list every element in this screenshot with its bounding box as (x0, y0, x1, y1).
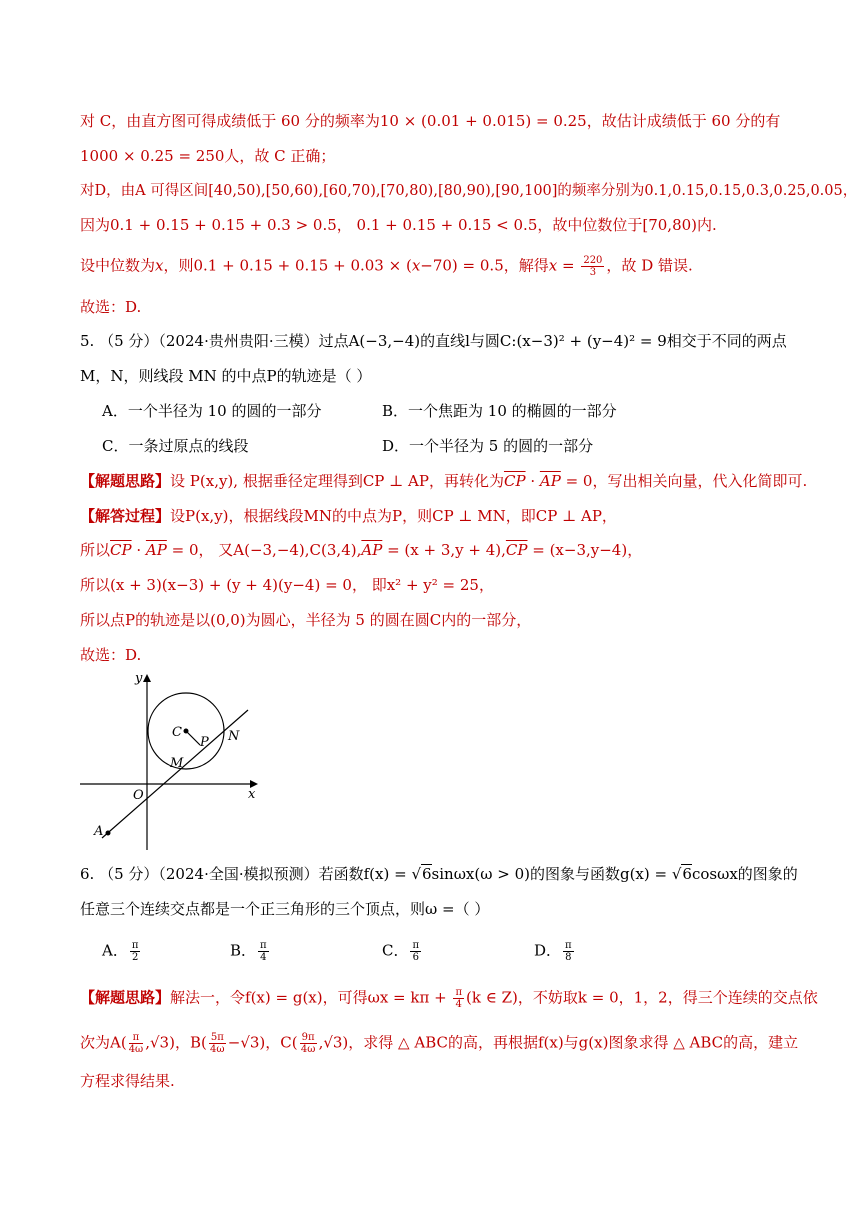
q5-option-c: C．一条过原点的线段 (102, 437, 249, 455)
process-label: 【解答过程】 (80, 507, 171, 525)
label-c: C (172, 725, 182, 740)
text-segment: 6. （5 分）（2024·全国·模拟预测）若函数f(x) = (80, 865, 412, 883)
y-axis-arrow (143, 674, 151, 682)
text-segment: 所以 (80, 541, 111, 559)
q5-process-line4: 所以点P的轨迹是以(0,0)为圆心，半径为 5 的圆在圆C内的一部分， (80, 611, 532, 629)
text-segment: −70) = 0.5，解得 (420, 256, 549, 275)
q5-option-d: D．一个半径为 5 的圆的一部分 (382, 437, 594, 455)
text-segment: 解法一，令f(x) = g(x)，可得ωx = kπ + (170, 988, 452, 1007)
text-segment: = 0， 又A(−3,−4),C(3,4), (166, 541, 362, 559)
q5-stem-line2: M，N，则线段 MN 的中点P的轨迹是（ ） (80, 367, 372, 385)
vector-cp: $\overline{CP}$ (505, 541, 528, 559)
text-segment: −√3)，C( (227, 1033, 298, 1052)
label-o: O (133, 788, 144, 803)
label-n: N (228, 729, 240, 744)
q5-option-a: A．一个半径为 10 的圆的一部分 (102, 402, 322, 420)
sqrt-radicand: 6 (422, 865, 432, 883)
q5-option-b: B．一个焦距为 10 的椭圆的一部分 (382, 402, 617, 420)
text-segment: = (x + 3,y + 4), (382, 541, 506, 559)
var-x: x (548, 256, 558, 275)
sol4-d-line3 (80, 255, 693, 278)
text-segment: = (x−3,y−4)， (527, 541, 643, 559)
text-segment: · (525, 472, 540, 490)
q6-idea-line3: 方程求得结果. (80, 1072, 175, 1090)
text-segment: cosωx的图象的 (691, 865, 798, 883)
fraction: $\frac{\pi}{8}$ (565, 940, 572, 963)
q6-option-a (102, 940, 142, 963)
q5-stem-line1: 5. （5 分）（2024·贵州贵阳·三模）过点A(−3,−4)的直线l与圆C:(x−3)² + (y−4)² = 9相交于不同的两点 (80, 332, 787, 350)
q6-option-b (230, 940, 271, 963)
fraction: $\frac{\pi}{4}$ (260, 940, 267, 963)
vector-cp: $\overline{CP}$ (503, 472, 526, 490)
point-c (184, 729, 189, 734)
text-segment: ，故 D 错误. (606, 256, 693, 275)
sol4-c-line1: 对 C，由直方图可得成绩低于 60 分的频率为10 × (0.01 + 0.015) = 0.25，故估计成绩低于 60 分的有 (80, 112, 781, 130)
fraction: $\frac{9\pi}{4\omega}$ (300, 1032, 316, 1055)
text-segment: (k ∈ Z)，不妨取k = 0，1，2，得三个连续的交点依 (466, 988, 818, 1007)
label-p: P (200, 735, 209, 750)
q6-stem-line1: 6. （5 分）（2024·全国·模拟预测）若函数f(x) = √6sinωx(ω > 0)的图象与函数g(x) = √6cosωx的图象的 (80, 865, 798, 883)
segment-cp (186, 731, 200, 745)
q6-stem-line2: 任意三个连续交点都是一个正三角形的三个顶点，则ω =（ ） (80, 900, 490, 918)
point-a (106, 831, 111, 836)
option-label: A． (102, 941, 128, 960)
label-a: A (94, 824, 104, 839)
text-segment: sinωx(ω > 0)的图象与函数g(x) = (431, 865, 672, 883)
fraction: $\frac{5\pi}{4\omega}$ (210, 1032, 225, 1055)
q5-answer: 故选：D. (80, 646, 142, 664)
idea-label: 【解题思路】 (80, 472, 171, 490)
option-label: B． (230, 941, 257, 960)
text-segment: 设 P(x,y), 根据垂径定理得到CP ⊥ AP，再转化为 (170, 472, 504, 490)
var-x: x (411, 256, 421, 275)
q5-figure (80, 668, 270, 853)
text-segment: · (131, 541, 146, 559)
sol4-c-line2: 1000 × 0.25 = 250人，故 C 正确； (80, 147, 336, 165)
q5-process-line3: 所以(x + 3)(x−3) + (y + 4)(y−4) = 0， 即x² + y² = 25， (80, 576, 494, 594)
sol4-d-line2: 因为0.1 + 0.15 + 0.15 + 0.3 > 0.5， 0.1 + 0.15 + 0.15 < 0.5，故中位数位于[70,80)内. (80, 216, 717, 234)
text-segment: 设中位数为 (80, 256, 156, 275)
q5-process (80, 506, 617, 526)
sol4-answer: 故选：D. (80, 298, 142, 316)
fraction: $\frac{220}{3}$ (583, 255, 603, 278)
vector-ap: $\overline{AP}$ (539, 472, 561, 490)
fraction: $\frac{\pi}{6}$ (412, 940, 420, 963)
label-m: M (170, 756, 184, 771)
sqrt-radicand: 6 (682, 865, 692, 883)
idea-label: 【解题思路】 (80, 988, 171, 1007)
label-x: x (248, 787, 256, 802)
vector-ap: $\overline{AP}$ (361, 541, 383, 559)
text-segment: = 0，写出相关向量，代入化简即可. (560, 472, 808, 490)
text-segment: = (557, 256, 580, 275)
fraction: $\frac{\pi}{4}$ (455, 987, 463, 1010)
fraction: $\frac{\pi}{4\omega}$ (128, 1032, 144, 1055)
label-y: y (135, 671, 143, 686)
q6-idea (80, 987, 818, 1010)
q6-idea-line2 (80, 1032, 798, 1055)
var-x: x (155, 256, 164, 275)
q5-idea (80, 471, 807, 491)
text-segment: ,√3)，求得 △ ABC的高，再根据f(x)与g(x)图象求得 △ ABC的高，建立 (318, 1033, 799, 1052)
sol4-d-line1: 对D，由A 可得区间[40,50),[50,60),[60,70),[70,80),[80,90),[90,100]的频率分别为0.1,0.15,0.15,0.3,0.25,0.05， (80, 183, 858, 199)
q5-process-line2 (80, 540, 642, 560)
option-label: C． (382, 941, 409, 960)
option-label: D． (534, 941, 562, 960)
text-segment: ,√3)，B( (145, 1033, 207, 1052)
fraction: $\frac{\pi}{2}$ (131, 940, 139, 963)
text-segment: 次为A( (80, 1033, 127, 1052)
vector-cp: $\overline{CP}$ (110, 541, 132, 559)
q6-option-d (534, 940, 576, 963)
text-segment: ，则0.1 + 0.15 + 0.15 + 0.03 × ( (163, 256, 412, 275)
q6-option-c (382, 940, 423, 963)
text-segment: 设P(x,y)，根据线段MN的中点为P，则CP ⊥ MN，即CP ⊥ AP， (170, 507, 617, 525)
vector-ap: $\overline{AP}$ (145, 541, 167, 559)
